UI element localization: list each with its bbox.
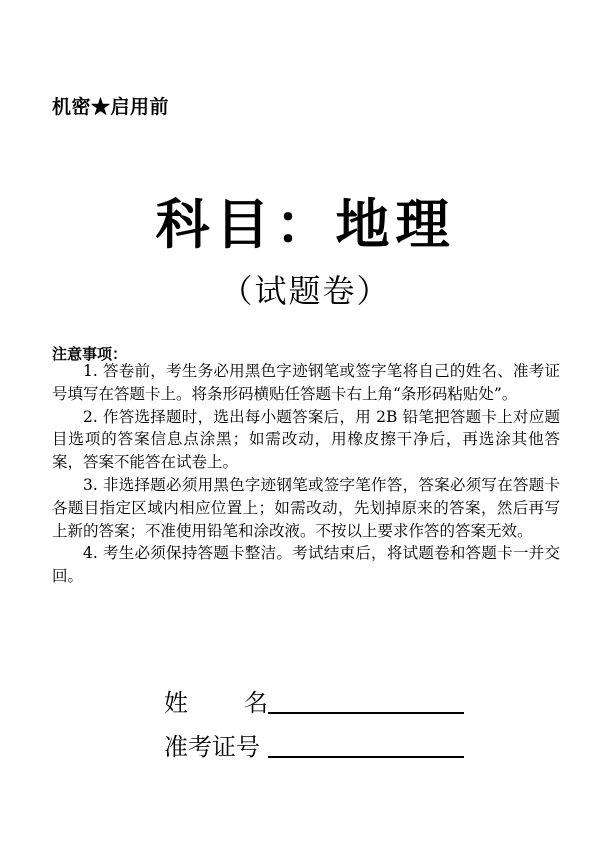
name-label-char-2: 名 [244, 689, 268, 717]
candidate-info-fields [164, 684, 464, 772]
exam-id-field-label: 准考证号 [164, 733, 260, 761]
notes-section [52, 360, 560, 588]
name-blank-line[interactable] [268, 690, 464, 714]
note-item-4: 4. 考生必须保持答题卡整洁。考试结束后，将试题卷和答题卡一并交回。 [52, 544, 560, 586]
note-item-2: 2. 作答选择题时，选出每小题答案后，用 2B 铅笔把答题卡上对应题目选项的答案信息点涂黑；如需改动，用橡皮擦干净后，再选涂其他答案，答案不能答在试卷上。 [52, 407, 560, 472]
name-field-row [164, 684, 464, 718]
paper-type-label: （试题卷） [220, 272, 391, 310]
note-item-1: 1. 答卷前，考生务必用黑色字迹钢笔或签字笔将自己的姓名、准考证号填写在答题卡上。将条形码横贴任答题卡右上角“条形码粘贴处”。 [52, 362, 560, 403]
note-item-3: 3. 非选择题必须用黑色字迹钢笔或签字笔作答，答案必须写在答题卡各题目指定区域内相应位置上；如需改动，先划掉原来的答案，然后再写上新的答案；不准使用铅笔和涂改液。不按以上要求作答的答案无效。 [52, 475, 560, 540]
name-field-label [164, 683, 268, 718]
subject-title: 科目：地理 [155, 192, 456, 256]
exam-id-blank-line[interactable] [268, 734, 464, 758]
name-label-char-1: 姓 [164, 689, 188, 717]
exam-id-field-row [164, 728, 464, 762]
notes-heading: 注意事项： [52, 345, 128, 363]
confidential-label: 机密★启用前 [52, 96, 170, 118]
